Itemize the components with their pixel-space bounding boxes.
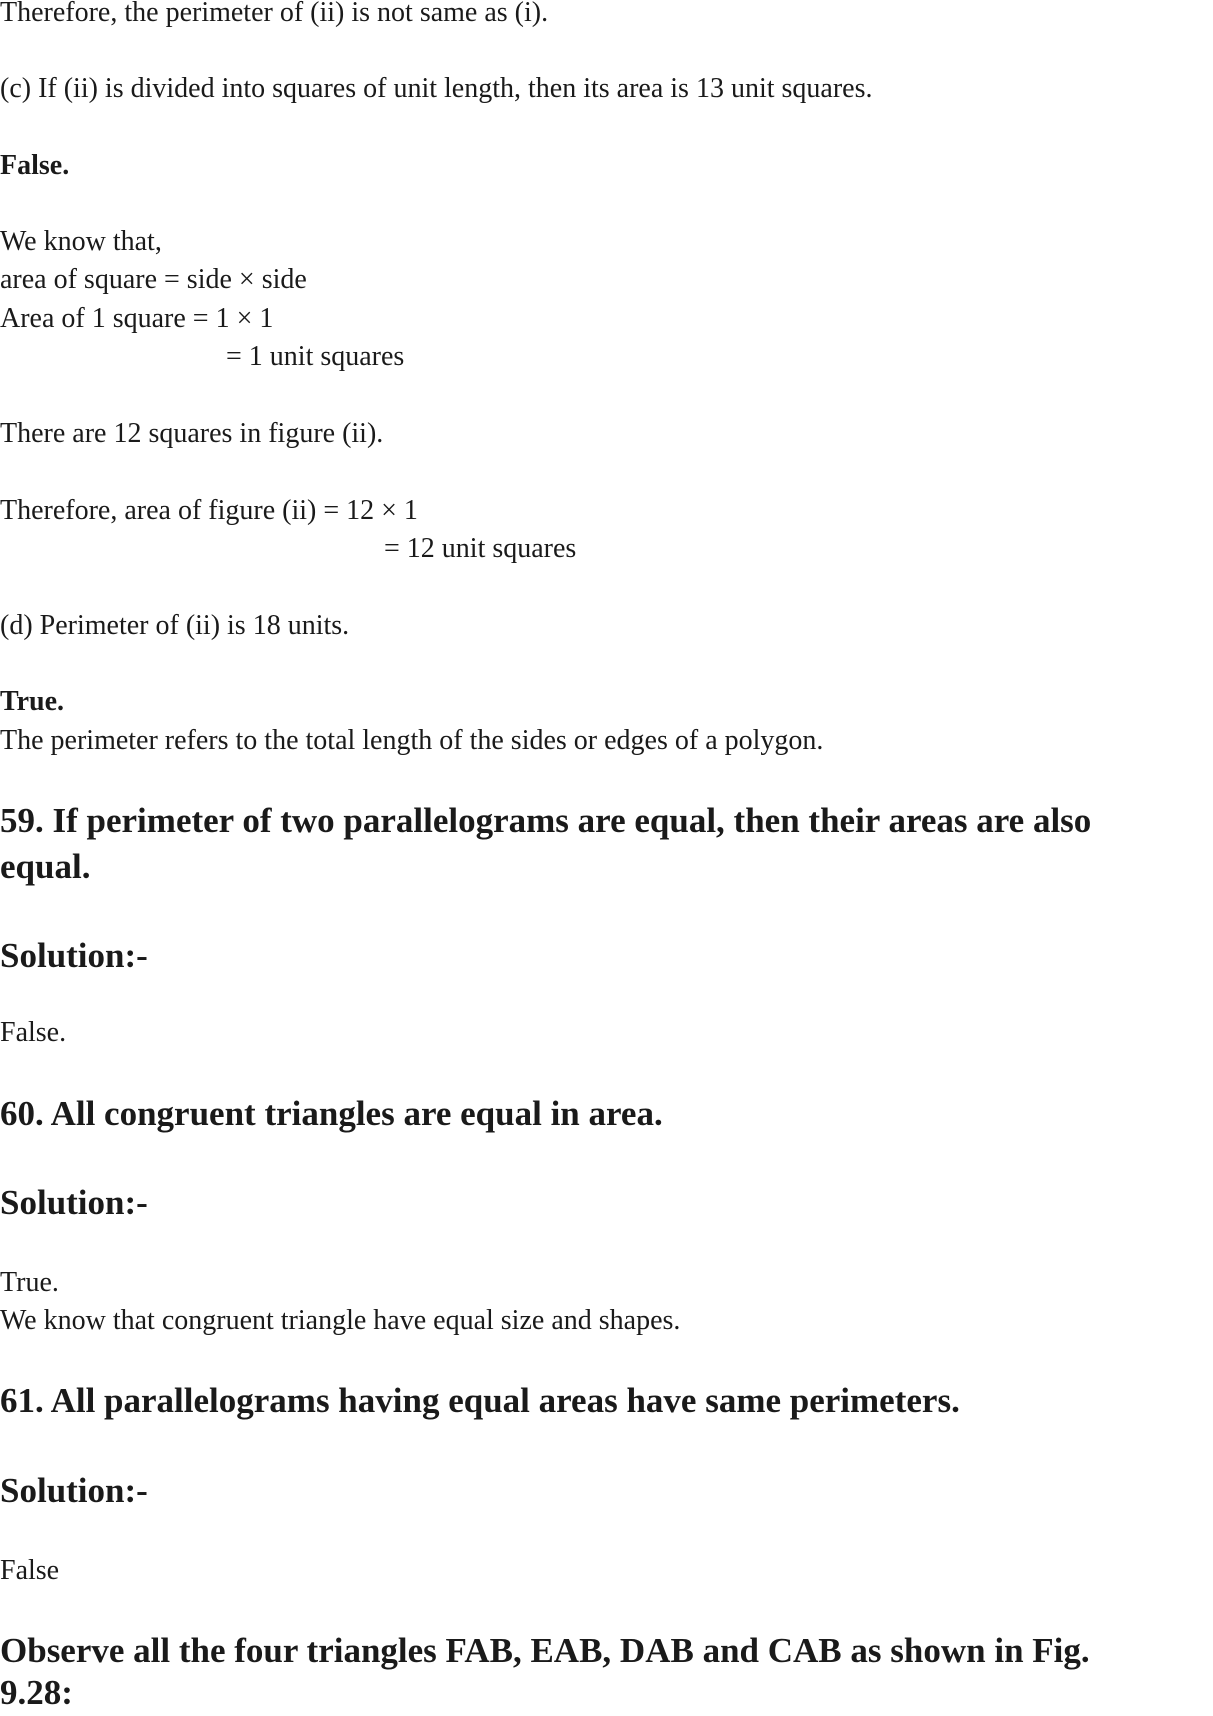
part-c-statement: (c) If (ii) is divided into squares of unit length, then its area is 13 unit squares. bbox=[0, 73, 873, 104]
q60-answer: True. bbox=[0, 1267, 59, 1298]
question-61: 61. All parallelograms having equal areas have same perimeters. bbox=[0, 1381, 960, 1420]
solution-line: There are 12 squares in figure (ii). bbox=[0, 418, 384, 449]
part-d-answer: True. bbox=[0, 686, 65, 717]
solution-line: = 1 unit squares bbox=[226, 341, 405, 372]
part-d-explanation: The perimeter refers to the total length of the sides or edges of a polygon. bbox=[0, 725, 824, 756]
q60-explanation: We know that congruent triangle have equal size and shapes. bbox=[0, 1305, 681, 1336]
question-60: 60. All congruent triangles are equal in area. bbox=[0, 1094, 663, 1133]
solution-line: Therefore, area of figure (ii) = 12 × 1 bbox=[0, 495, 418, 526]
q59-solution-heading: Solution:- bbox=[0, 936, 148, 975]
observe-heading-cont: 9.28: bbox=[0, 1673, 73, 1712]
solution-line: We know that, bbox=[0, 226, 162, 257]
solution-line: = 12 unit squares bbox=[384, 533, 577, 564]
q61-answer: False bbox=[0, 1555, 60, 1586]
part-c-answer: False. bbox=[0, 150, 70, 181]
question-59: 59. If perimeter of two parallelograms are equal, then their areas are also bbox=[0, 801, 1092, 840]
observe-heading: Observe all the four triangles FAB, EAB, DAB and CAB as shown in Fig. bbox=[0, 1631, 1090, 1670]
q61-solution-heading: Solution:- bbox=[0, 1471, 148, 1510]
q59-answer: False. bbox=[0, 1017, 67, 1048]
question-59-cont: equal. bbox=[0, 847, 91, 886]
solution-line: Area of 1 square = 1 × 1 bbox=[0, 303, 274, 334]
previous-conclusion: Therefore, the perimeter of (ii) is not same as (i). bbox=[0, 0, 549, 28]
solution-line: area of square = side × side bbox=[0, 264, 307, 295]
q60-solution-heading: Solution:- bbox=[0, 1183, 148, 1222]
part-d-statement: (d) Perimeter of (ii) is 18 units. bbox=[0, 610, 350, 641]
